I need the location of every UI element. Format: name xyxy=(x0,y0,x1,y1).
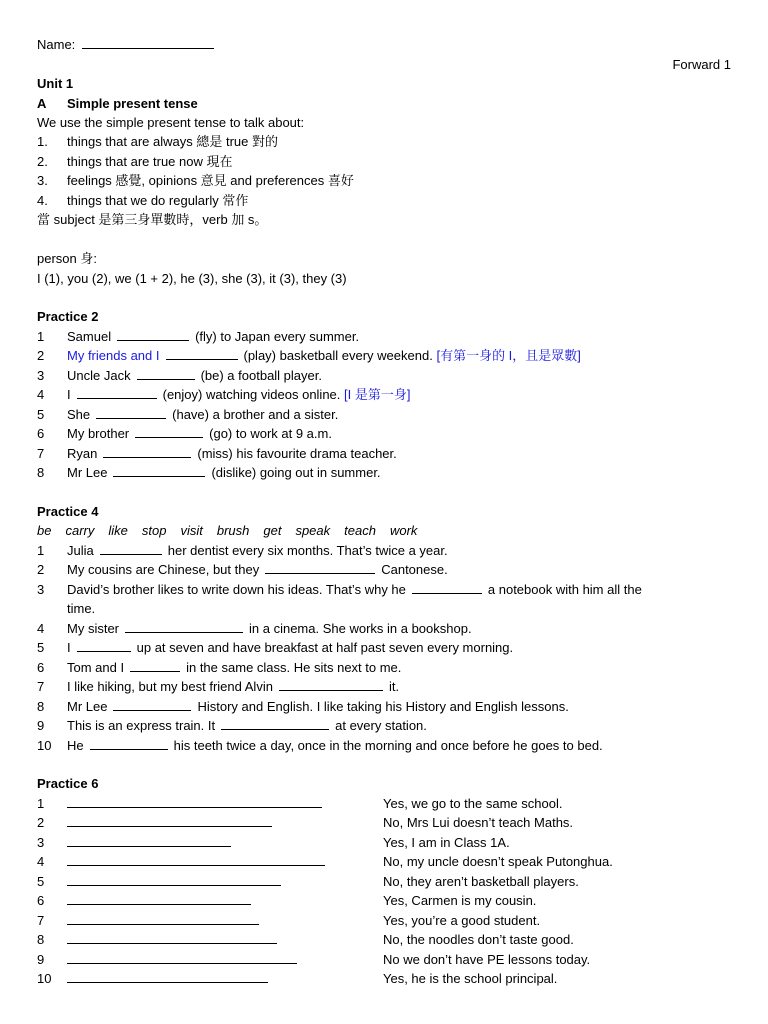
word-bank-item: be xyxy=(37,523,52,538)
item-num: 7 xyxy=(37,913,45,928)
point-text: things that are true now 現在 xyxy=(67,154,233,169)
item-continuation: time. xyxy=(67,601,96,616)
item-num: 8 xyxy=(37,465,45,480)
question-row xyxy=(37,911,737,930)
answer-blank[interactable] xyxy=(221,717,329,730)
item-subject: I like hiking, but my best friend Alvin xyxy=(67,679,273,694)
section-letter: A xyxy=(37,96,47,111)
item-num: 6 xyxy=(37,660,45,675)
answer-blank[interactable] xyxy=(77,639,131,652)
given-answer: Yes, he is the school principal. xyxy=(383,971,558,986)
usage-point xyxy=(37,152,232,171)
question-row xyxy=(37,872,737,891)
given-answer: No, the noodles don’t taste good. xyxy=(383,932,574,947)
item-num: 4 xyxy=(37,387,45,402)
exercise-item xyxy=(37,424,332,443)
point-num: 1. xyxy=(37,134,48,149)
item-num: 7 xyxy=(37,446,45,461)
given-answer: No we don’t have PE lessons today. xyxy=(383,952,591,967)
answer-blank[interactable] xyxy=(130,659,180,672)
question-row xyxy=(37,794,737,813)
question-row xyxy=(37,969,737,988)
item-subject: Ryan xyxy=(67,446,98,461)
given-answer: No, they aren’t basketball players. xyxy=(383,874,579,889)
usage-point xyxy=(37,132,278,151)
word-bank-item: get xyxy=(263,523,282,538)
answer-blank[interactable] xyxy=(96,406,166,419)
item-rest: (dislike) going out in summer. xyxy=(211,465,381,480)
word-bank-item: visit xyxy=(180,523,203,538)
item-num: 2 xyxy=(37,348,45,363)
item-num: 6 xyxy=(37,893,45,908)
exercise-item xyxy=(37,405,338,424)
item-num: 8 xyxy=(37,699,45,714)
item-num: 7 xyxy=(37,679,45,694)
item-num: 5 xyxy=(37,874,45,889)
question-blank[interactable] xyxy=(67,853,325,866)
answer-blank[interactable] xyxy=(117,328,189,341)
item-num: 10 xyxy=(37,738,52,753)
item-num: 3 xyxy=(37,835,45,850)
question-row xyxy=(37,833,737,852)
item-subject: This is an express train. It xyxy=(67,718,216,733)
question-row xyxy=(37,930,737,949)
item-num: 2 xyxy=(37,815,45,830)
item-rest: a notebook with him all the xyxy=(487,582,642,597)
question-row xyxy=(37,891,737,910)
exercise-item xyxy=(37,736,603,755)
given-answer: No, my uncle doesn’t speak Putonghua. xyxy=(383,854,613,869)
question-blank[interactable] xyxy=(67,834,231,847)
exercise-item xyxy=(37,658,401,677)
item-subject: Julia xyxy=(67,543,94,558)
item-subject: Mr Lee xyxy=(67,699,108,714)
item-num: 1 xyxy=(37,796,45,811)
exercise-item xyxy=(37,560,448,579)
answer-blank[interactable] xyxy=(135,425,203,438)
answer-blank[interactable] xyxy=(77,386,157,399)
item-rest: at every station. xyxy=(335,718,427,733)
section-intro: We use the simple present tense to talk about: xyxy=(37,115,305,130)
item-rest: her dentist every six months. That’s twice a year. xyxy=(167,543,448,558)
item-num: 4 xyxy=(37,854,45,869)
hint-note: [I 是第一身] xyxy=(344,387,411,402)
question-blank[interactable] xyxy=(67,951,297,964)
item-subject: Mr Lee xyxy=(67,465,108,480)
section-title: Simple present tense xyxy=(67,96,198,111)
item-rest: (enjoy) watching videos online. xyxy=(162,387,341,402)
exercise-item xyxy=(37,541,448,560)
given-answer: Yes, Carmen is my cousin. xyxy=(383,893,537,908)
exercise-item xyxy=(37,580,642,599)
person-list: I (1), you (2), we (1 + 2), he (3), she (3), it (3), they (3) xyxy=(37,271,347,286)
word-bank-item: speak xyxy=(295,523,331,538)
given-answer: Yes, we go to the same school. xyxy=(383,796,563,811)
exercise-item xyxy=(37,619,472,638)
exercise-item xyxy=(37,346,581,365)
item-rest: (be) a football player. xyxy=(200,368,322,383)
answer-blank[interactable] xyxy=(166,347,238,360)
item-subject: My friends and I xyxy=(67,348,160,363)
exercise-item xyxy=(37,327,359,346)
answer-blank[interactable] xyxy=(90,737,168,750)
practice-4-title: Practice 4 xyxy=(37,504,99,519)
question-blank[interactable] xyxy=(67,795,322,808)
exercise-item xyxy=(37,697,569,716)
item-num: 1 xyxy=(37,543,45,558)
item-subject: Tom and I xyxy=(67,660,125,675)
usage-point xyxy=(37,191,248,210)
exercise-item xyxy=(37,463,381,482)
answer-blank[interactable] xyxy=(412,581,482,594)
item-subject: David’s brother likes to write down his ideas. That’s why he xyxy=(67,582,406,597)
item-num: 4 xyxy=(37,621,45,636)
question-blank[interactable] xyxy=(67,931,277,944)
question-blank[interactable] xyxy=(67,970,268,983)
answer-blank[interactable] xyxy=(265,561,375,574)
answer-blank[interactable] xyxy=(279,678,383,691)
item-subject: She xyxy=(67,407,91,422)
question-row xyxy=(37,852,737,871)
word-bank-item: brush xyxy=(216,523,250,538)
answer-blank[interactable] xyxy=(103,445,191,458)
person-label: person 身: xyxy=(37,251,97,266)
usage-point xyxy=(37,171,354,190)
item-num: 1 xyxy=(37,329,45,344)
item-rest: History and English. I like taking his History and English lessons. xyxy=(197,699,569,714)
exercise-item xyxy=(37,716,427,735)
point-text: feelings 感覺, opinions 意見 and preferences 喜好 xyxy=(67,173,354,188)
exercise-item xyxy=(37,385,410,404)
third-person-rule: 當 subject 是第三身單數時，verb 加 s。 xyxy=(37,212,268,227)
item-num: 6 xyxy=(37,426,45,441)
word-bank-item: carry xyxy=(65,523,95,538)
item-num: 3 xyxy=(37,582,45,597)
exercise-item xyxy=(37,677,399,696)
word-bank-item: stop xyxy=(141,523,167,538)
exercise-item xyxy=(37,444,397,463)
word-bank-item: like xyxy=(108,523,128,538)
item-rest: (go) to work at 9 a.m. xyxy=(209,426,332,441)
hint-note: [有第一身的 I，且是眾數] xyxy=(436,348,581,363)
practice-2-title: Practice 2 xyxy=(37,309,99,324)
practice-6-title: Practice 6 xyxy=(37,776,99,791)
point-num: 2. xyxy=(37,154,48,169)
section-a-heading xyxy=(37,94,198,113)
word-bank-item: teach xyxy=(344,523,376,538)
item-subject: He xyxy=(67,738,84,753)
answer-blank[interactable] xyxy=(113,698,191,711)
item-subject: I xyxy=(67,387,71,402)
item-num: 10 xyxy=(37,971,52,986)
answer-blank[interactable] xyxy=(137,367,195,380)
unit-title: Unit 1 xyxy=(37,76,74,91)
item-rest: in the same class. He sits next to me. xyxy=(186,660,402,675)
exercise-item xyxy=(37,638,513,657)
exercise-item xyxy=(37,366,322,385)
item-rest: (have) a brother and a sister. xyxy=(172,407,339,422)
point-text: things that are always 總是 true 對的 xyxy=(67,134,278,149)
item-num: 8 xyxy=(37,932,45,947)
item-subject: Samuel xyxy=(67,329,112,344)
question-blank[interactable] xyxy=(67,814,272,827)
point-text: things that we do regularly 常作 xyxy=(67,193,249,208)
given-answer: Yes, you’re a good student. xyxy=(383,913,541,928)
question-row xyxy=(37,950,737,969)
item-rest: (play) basketball every weekend. xyxy=(243,348,433,363)
question-blank[interactable] xyxy=(67,892,251,905)
name-blank xyxy=(82,36,214,49)
item-num: 5 xyxy=(37,407,45,422)
answer-blank[interactable] xyxy=(100,542,162,555)
item-num: 5 xyxy=(37,640,45,655)
item-rest: (miss) his favourite drama teacher. xyxy=(197,446,397,461)
item-rest: his teeth twice a day, once in the morning and once before he goes to bed. xyxy=(173,738,603,753)
item-rest: Cantonese. xyxy=(381,562,448,577)
item-num: 2 xyxy=(37,562,45,577)
word-bank-item: work xyxy=(389,523,418,538)
point-num: 3. xyxy=(37,173,48,188)
item-subject: My cousins are Chinese, but they xyxy=(67,562,260,577)
item-num: 9 xyxy=(37,718,45,733)
item-subject: I xyxy=(67,640,71,655)
given-answer: No, Mrs Lui doesn’t teach Maths. xyxy=(383,815,574,830)
item-num: 3 xyxy=(37,368,45,383)
answer-blank[interactable] xyxy=(125,620,243,633)
point-num: 4. xyxy=(37,193,48,208)
item-rest: (fly) to Japan every summer. xyxy=(195,329,360,344)
question-blank[interactable] xyxy=(67,912,259,925)
item-rest: in a cinema. She works in a bookshop. xyxy=(249,621,472,636)
item-rest: it. xyxy=(388,679,400,694)
given-answer: Yes, I am in Class 1A. xyxy=(383,835,510,850)
question-blank[interactable] xyxy=(67,873,281,886)
word-bank xyxy=(37,521,431,540)
answer-blank[interactable] xyxy=(113,464,205,477)
name-line xyxy=(37,35,220,54)
item-subject: Uncle Jack xyxy=(67,368,131,383)
book-title: Forward 1 xyxy=(672,57,731,72)
item-rest: up at seven and have breakfast at half past seven every morning. xyxy=(136,640,514,655)
item-subject: My brother xyxy=(67,426,130,441)
item-num: 9 xyxy=(37,952,45,967)
question-row xyxy=(37,813,737,832)
name-label: Name: xyxy=(37,37,76,52)
item-subject: My sister xyxy=(67,621,119,636)
